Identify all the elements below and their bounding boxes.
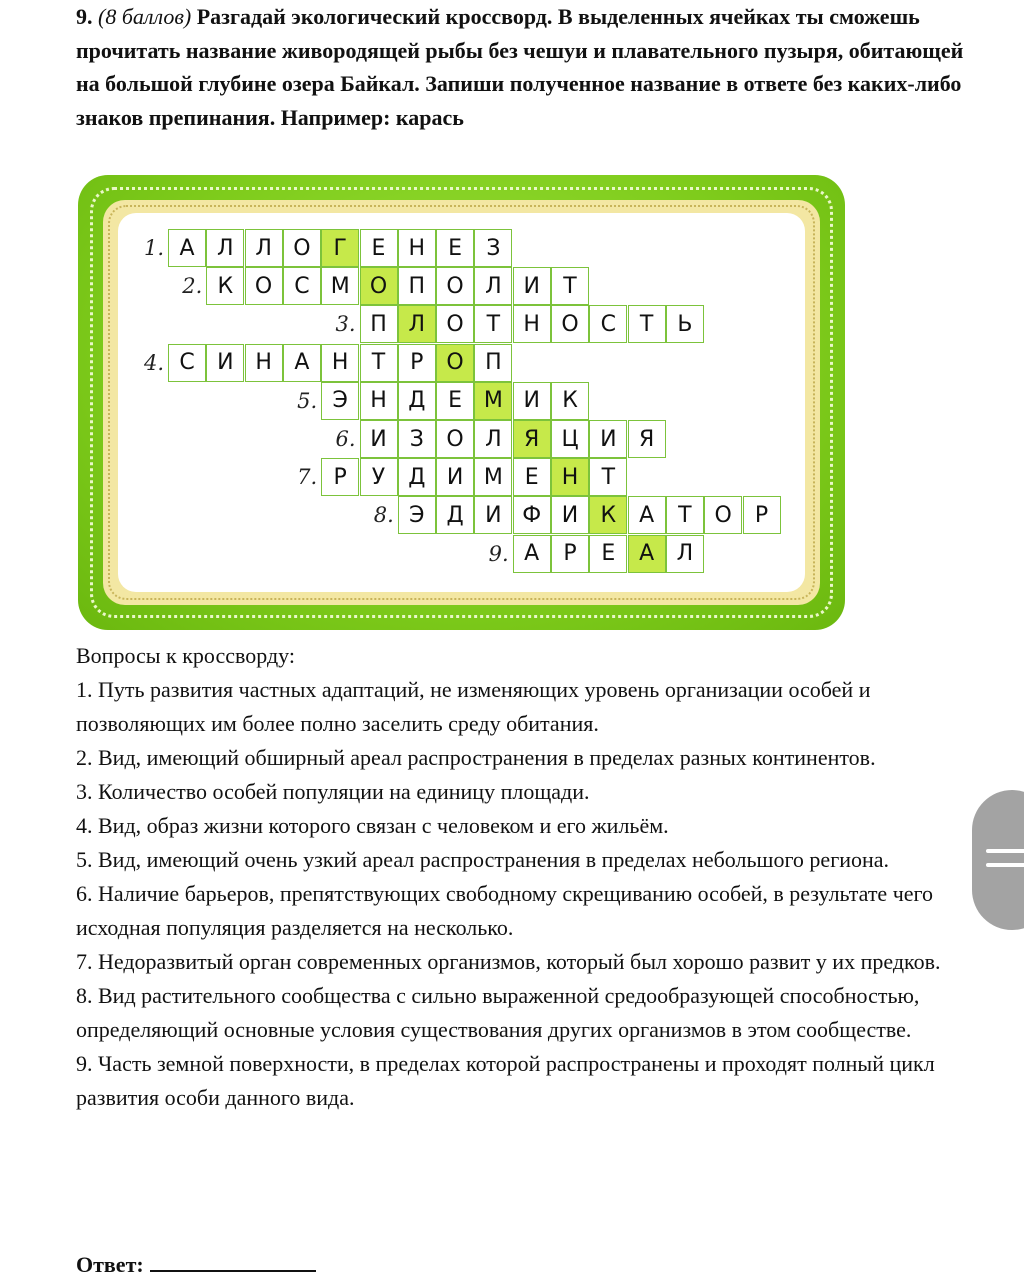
crossword-cell[interactable]: Ц [551,420,589,458]
crossword-cell[interactable]: Л [474,420,512,458]
clue-number: 6. [335,427,356,451]
question-item: 5. Вид, имеющий очень узкий ареал распространения в пределах небольшого региона. [76,847,890,872]
crossword-cell[interactable]: С [168,344,206,382]
crossword-cell[interactable]: Е [436,229,474,267]
crossword-cell[interactable]: Р [398,344,436,382]
crossword-cell[interactable]: Н [245,344,283,382]
crossword-cell[interactable]: З [474,229,512,267]
crossword-cell[interactable]: О [436,267,474,305]
crossword-cell[interactable]: С [589,305,627,343]
crossword-cell-highlighted[interactable]: Я [513,420,551,458]
crossword-cell[interactable]: О [436,305,474,343]
question-item: 4. Вид, образ жизни которого связан с человеком и его жильём. [76,813,669,838]
crossword-cell[interactable]: Д [436,496,474,534]
crossword-cell[interactable]: Ф [513,496,551,534]
crossword-cell-highlighted[interactable]: А [628,535,666,573]
question-item: 9. Часть земной поверхности, в пределах которой распространены и проходят полный цикл развития особи данного вида. [76,1051,935,1110]
crossword-cell[interactable]: Э [398,496,436,534]
crossword-cell-highlighted[interactable]: К [589,496,627,534]
crossword-cell[interactable]: Н [360,382,398,420]
crossword-cell[interactable]: Т [360,344,398,382]
task-text: Разгадай экологический кроссворд. В выделенных ячейках ты сможешь прочитать название живородящей рыбы без чешуи и плавательного пузыря, обитающей на большой глубине озера Байкал. Запиши полученное название в ответе без каких-либо знаков препинания. Например: карась [76,4,964,130]
crossword-cell[interactable]: О [551,305,589,343]
handle-grip-line [986,849,1024,853]
crossword-cell[interactable]: И [206,344,244,382]
task-number: 9. [76,4,93,29]
crossword-cell[interactable]: Л [666,535,704,573]
crossword-cell[interactable]: Р [321,458,359,496]
answer-blank[interactable] [150,1248,316,1272]
task-points: (8 баллов) [98,4,192,29]
question-item: 2. Вид, имеющий обширный ареал распространения в пределах разных континентов. [76,745,876,770]
crossword-cell[interactable]: И [551,496,589,534]
crossword-cell[interactable]: О [704,496,742,534]
handle-grip-line [986,863,1024,867]
crossword-cell-highlighted[interactable]: Н [551,458,589,496]
crossword-cell[interactable]: Р [743,496,781,534]
crossword-cell[interactable]: К [551,382,589,420]
question-item: 6. Наличие барьеров, препятствующих свободному скрещиванию особей, в результате чего исходная популяция разделяется на несколько. [76,881,934,940]
crossword-cell-highlighted[interactable]: Л [398,305,436,343]
answer-line [76,1248,316,1282]
crossword-cell[interactable]: К [206,267,244,305]
crossword-cell[interactable]: А [283,344,321,382]
crossword-cell[interactable]: Д [398,382,436,420]
crossword-cell-highlighted[interactable]: Г [321,229,359,267]
crossword-cell[interactable]: Т [628,305,666,343]
crossword-cell[interactable]: Р [551,535,589,573]
crossword-cell[interactable]: И [436,458,474,496]
questions-list [76,673,996,1115]
clue-number: 9. [488,541,509,566]
crossword-cell[interactable]: У [360,458,398,496]
crossword-cell[interactable]: Л [206,229,244,267]
question-item: 7. Недоразвитый орган современных организмов, который был хорошо развит у их предков. [76,949,941,974]
question-item: 8. Вид растительного сообщества с сильно выраженной средообразующей способностью, определяющий основные условия существования других организмов в этом сообществе. [76,983,920,1042]
clue-number: 5. [297,388,318,413]
crossword-cell[interactable]: С [283,267,321,305]
crossword-cell-highlighted[interactable]: О [436,344,474,382]
questions-section [76,639,996,1115]
crossword-cell[interactable]: Ь [666,305,704,343]
answer-label: Ответ: [76,1252,144,1277]
crossword-cell[interactable]: З [398,420,436,458]
crossword-cell[interactable]: И [589,420,627,458]
crossword-cell[interactable]: И [513,382,551,420]
crossword-cell[interactable]: М [321,267,359,305]
crossword-cell[interactable]: Н [398,229,436,267]
crossword-cell[interactable]: Я [628,420,666,458]
crossword-cell[interactable]: П [360,305,398,343]
crossword-cell[interactable]: Е [513,458,551,496]
crossword-board [78,175,845,630]
clue-number: 4. [143,350,164,375]
crossword-cell[interactable]: И [474,496,512,534]
crossword-cell[interactable]: А [513,535,551,573]
crossword-cell[interactable]: П [398,267,436,305]
crossword-cell[interactable]: Т [589,458,627,496]
task-statement [76,0,976,134]
crossword-cell[interactable]: О [436,420,474,458]
crossword-cell[interactable]: Е [589,535,627,573]
crossword-cell[interactable]: Э [321,382,359,420]
crossword-cell[interactable]: А [168,229,206,267]
clue-number: 3. [335,312,356,337]
side-drawer-handle[interactable] [972,790,1024,930]
crossword-cell[interactable]: О [283,229,321,267]
crossword-cell[interactable]: М [474,458,512,496]
crossword-cell-highlighted[interactable]: О [360,267,398,305]
clue-number: 1. [143,236,164,260]
crossword-cell[interactable]: Т [666,496,704,534]
crossword-cell[interactable]: Л [245,229,283,267]
question-item: 1. Путь развития частных адаптаций, не изменяющих уровень организации особей и позволяющих им более полно заселить среду обитания. [76,677,871,736]
crossword-cell[interactable]: Н [513,305,551,343]
crossword-cell[interactable]: П [474,344,512,382]
crossword-cell[interactable]: А [628,496,666,534]
crossword-cell[interactable]: Л [474,267,512,305]
question-item: 3. Количество особей популяции на единицу площади. [76,779,590,804]
crossword-cell[interactable]: И [360,420,398,458]
questions-heading: Вопросы к кроссворду: [76,643,295,668]
crossword-cell[interactable]: И [513,267,551,305]
crossword-cell[interactable]: Е [436,382,474,420]
crossword-cell[interactable]: Е [360,229,398,267]
crossword-cell[interactable]: Т [474,305,512,343]
crossword-cell-highlighted[interactable]: М [474,382,512,420]
crossword-cell[interactable]: Т [551,267,589,305]
clue-number: 8. [373,503,394,528]
clue-number: 2. [182,274,203,299]
crossword-cell[interactable]: Н [321,344,359,382]
crossword-cell[interactable]: О [245,267,283,305]
clue-number: 7. [297,465,318,490]
crossword-cell[interactable]: Д [398,458,436,496]
